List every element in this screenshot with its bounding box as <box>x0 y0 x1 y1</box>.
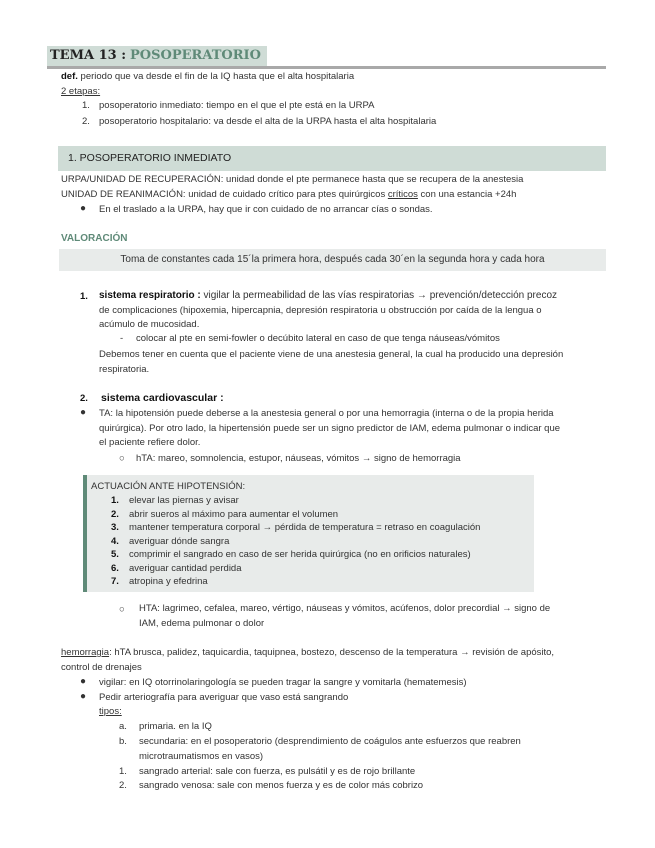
page-title: POSOPERATORIO <box>130 48 261 63</box>
sangrado-number: 1. <box>119 766 127 777</box>
action-text: atropina y efedrina <box>129 576 208 587</box>
list-number: 2. <box>80 393 88 404</box>
action-number: 5. <box>111 549 119 560</box>
page-header <box>47 46 606 66</box>
hemorrhage-text: : hTA brusca, palidez, taquicardia, taquipnea, bostezo, descenso de la temperatura → revisión de apósito, <box>109 647 555 658</box>
hemorrhage-bullet: vigilar: en IQ otorrinolaringología se pueden tragar la sangre y vomitarla (hematemesis) <box>99 677 467 688</box>
action-text: elevar las piernas y avisar <box>129 495 239 506</box>
hemorrhage-label: hemorragia <box>61 647 110 658</box>
bullet-dot: ● <box>80 676 87 687</box>
respiratorio-text: vigilar la permeabilidad de las vías respiratorias → prevención/detección precoz <box>200 290 558 301</box>
list-number: 1. <box>80 291 88 302</box>
title-box <box>47 46 267 66</box>
action-number: 4. <box>111 536 119 547</box>
action-text: mantener temperatura corporal → pérdida de temperatura = retraso en coagulación <box>129 522 481 533</box>
reanimacion-emphasis: críticos <box>387 189 418 200</box>
sangrado-text: sangrado venosa: sale con menos fuerza y es de color más cobrizo <box>139 780 424 791</box>
stage-text: posoperatorio hospitalario: va desde el alta de la URPA hasta el alta hospitalaria <box>99 116 437 127</box>
circle-bullet: ○ <box>119 604 125 615</box>
circle-bullet: ○ <box>119 453 125 464</box>
action-number: 1. <box>111 495 119 506</box>
cardio-title: sistema cardiovascular : <box>101 392 224 404</box>
title-rule <box>47 66 606 69</box>
position-note: colocar al pte en semi-fowler o decúbito lateral en caso de que tenga náuseas/vómitos <box>136 333 500 344</box>
tipo-text: microtraumatismos en vasos) <box>139 751 264 762</box>
bullet-dot: ● <box>80 407 87 418</box>
transfer-note: En el traslado a la URPA, hay que ir con cuidado de no arrancar cías o sondas. <box>99 204 433 215</box>
action-number: 2. <box>111 509 119 520</box>
constants-note: Toma de constantes cada 15´la primera hora, después cada 30´en la segunda hora y cada hora <box>120 254 545 265</box>
box-title: ACTUACIÓN ANTE HIPOTENSIÓN: <box>91 481 246 492</box>
action-number: 6. <box>111 563 119 574</box>
anesthesia-note: respiratoria. <box>99 364 150 375</box>
anesthesia-note: Debemos tener en cuenta que el paciente viene de una anestesia general, la cual ha producido una depresión <box>99 349 564 360</box>
dash-marker: - <box>120 333 124 344</box>
ta-text: TA: la hipotensión puede deberse a la anestesia general o por una hemorragia (interna o de la propia herida <box>99 408 554 419</box>
action-number: 7. <box>111 576 119 587</box>
stage-text: posoperatorio inmediato: tiempo en el que el pte está en la URPA <box>99 100 375 111</box>
definition-label: def. <box>61 71 78 82</box>
reanimacion-definition <box>61 189 516 200</box>
tipo-text: primaria. en la IQ <box>139 721 212 732</box>
tipo-letter: b. <box>119 736 127 747</box>
hypertension-signs: HTA: lagrimeo, cefalea, mareo, vértigo, náuseas y vómitos, acúfenos, dolor precordial → signo de <box>139 603 551 614</box>
hemorrhage-bullet: Pedir arteriografía para averiguar que vaso está sangrando <box>99 692 349 703</box>
section-heading <box>58 146 606 171</box>
respiratorio-line <box>99 290 557 301</box>
respiratorio-text: de complicaciones (hipoxemia, hipercapnia, depresión respiratoria u obstrucción por caída de la lengua o <box>99 305 542 316</box>
ta-text: quirúrgica). Por otro lado, la hipertensión puede ser un signo predictor de IAM, edema pulmonar o indicar que <box>99 423 561 434</box>
topic-number: TEMA 13 : <box>50 48 127 63</box>
reanimacion-text: UNIDAD DE REANIMACIÓN: unidad de cuidado crítico para ptes quirúrgicos <box>61 189 388 200</box>
hemorrhage-line <box>61 647 554 658</box>
action-text: averiguar cantidad perdida <box>129 563 242 574</box>
section-heading-text: 1. POSOPERATORIO INMEDIATO <box>68 152 232 164</box>
hypertension-signs: IAM, edema pulmonar o dolor <box>139 618 265 629</box>
bullet-dot: ● <box>80 203 87 214</box>
action-text: averiguar dónde sangra <box>129 536 230 547</box>
urpa-definition: URPA/UNIDAD DE RECUPERACIÓN: unidad donde el pte permanece hasta que se recupera de la anestesia <box>61 174 524 185</box>
valoracion-heading: VALORACIÓN <box>61 233 128 244</box>
action-text: comprimir el sangrado en caso de ser herida quirúrgica (no en orificios naturales) <box>129 549 471 560</box>
definition <box>61 71 354 82</box>
sangrado-number: 2. <box>119 780 127 791</box>
action-number: 3. <box>111 522 119 533</box>
reanimacion-text-end: con una estancia +24h <box>417 189 517 200</box>
definition-text: periodo que va desde el fin de la IQ hasta que el alta hospitalaria <box>77 71 355 82</box>
tipo-text: secundaria: en el posoperatorio (desprendimiento de coágulos ante esfuerzos que reabren <box>139 736 521 747</box>
respiratorio-text: acúmulo de mucosidad. <box>99 319 200 330</box>
hemorrhage-text: control de drenajes <box>61 662 142 673</box>
stage-number: 1. <box>82 100 90 111</box>
bullet-dot: ● <box>80 691 87 702</box>
hypotension-signs: hTA: mareo, somnolencia, estupor, náuseas, vómitos → signo de hemorragia <box>136 453 461 464</box>
stages-label: 2 etapas: <box>61 86 101 97</box>
tipos-label: tipos: <box>99 706 122 717</box>
sangrado-text: sangrado arterial: sale con fuerza, es pulsátil y es de rojo brillante <box>139 766 416 777</box>
stage-number: 2. <box>82 116 90 127</box>
tipo-letter: a. <box>119 721 127 732</box>
hypotension-actions-box <box>83 475 534 592</box>
action-text: abrir sueros al máximo para aumentar el volumen <box>129 509 339 520</box>
respiratorio-title: sistema respiratorio : <box>99 290 201 301</box>
constants-note-band <box>59 249 606 271</box>
ta-text: el paciente refiere dolor. <box>99 437 201 448</box>
